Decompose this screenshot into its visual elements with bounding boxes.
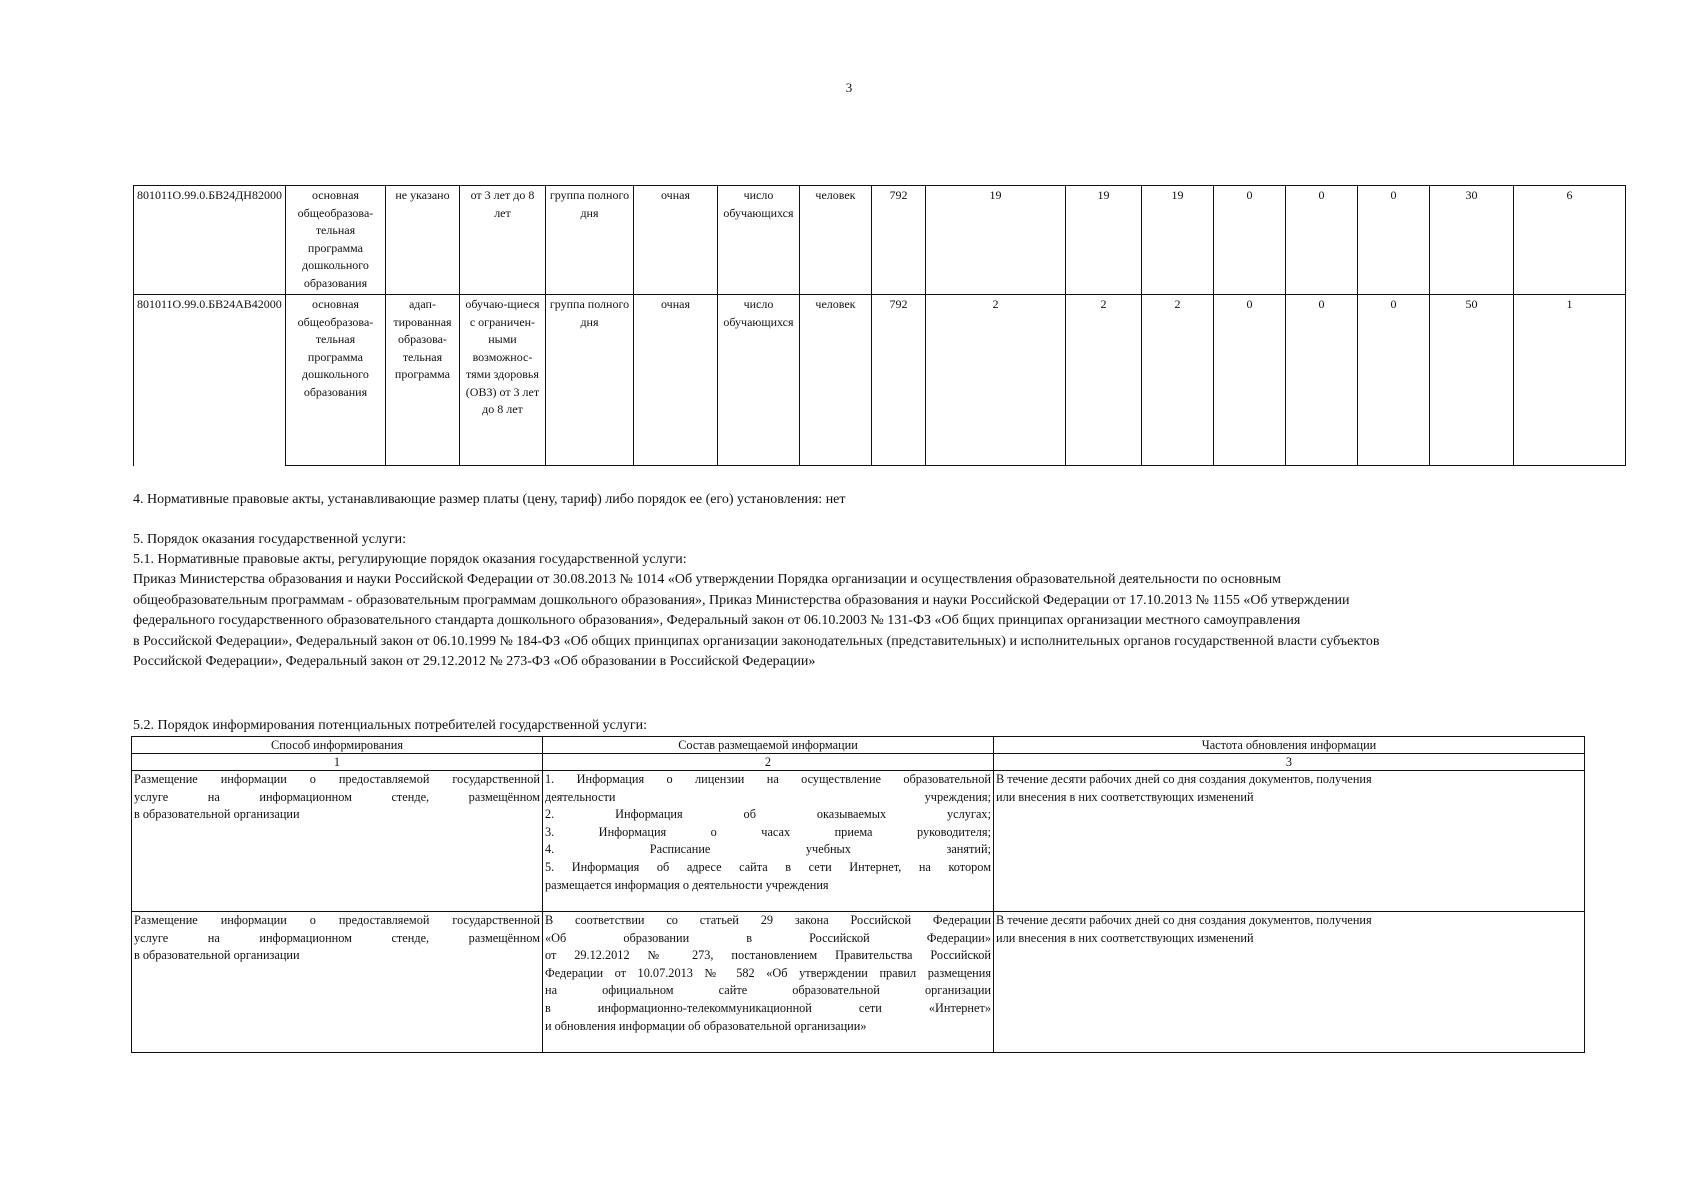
cell-line: Размещение информации о предоставляемой государственной	[134, 913, 540, 927]
column-header: Частота обновления информации	[994, 737, 1585, 754]
cell-line: и обновления информации об образовательной организации»	[545, 1018, 867, 1033]
section-4-text: 4. Нормативные правовые акты, устанавливающие размер платы (цену, тариф) либо порядок ее (его) установления: нет	[133, 492, 846, 507]
value-cell: 50	[1429, 295, 1513, 466]
cell-line: на официальном сайте образовательной организации	[545, 983, 991, 998]
service-row	[134, 186, 1626, 295]
registry-code: 801011О.99.0.БВ24АВ42000	[134, 295, 286, 466]
legal-text-line: Приказ Министерства образования и науки Российской Федерации от 30.08.2013 № 1014 «Об утверждении Порядка организации и осуществления образовательной деятельности по основным	[133, 572, 1282, 587]
value-cell: 0	[1357, 186, 1429, 295]
value-cell: 30	[1429, 186, 1513, 295]
category-cell: адап-тированная образова-тельная программа	[385, 295, 459, 466]
info-row	[132, 912, 1585, 1053]
column-number: 2	[543, 754, 994, 771]
okei-cell: 792	[871, 295, 925, 466]
unit-cell: человек	[799, 186, 871, 295]
legal-text-line: федерального государственного образовательного стандарта дошкольного образования», Федеральный закон от 06.10.2003 № 131-ФЗ «Об бщих принципах организации местного самоуправления	[133, 613, 1301, 628]
stay-cell: группа полного дня	[545, 186, 633, 295]
content-cell	[543, 912, 994, 1053]
cell-line: услуге на информационном стенде, размещённом	[134, 789, 540, 804]
legal-text-line: общеобразовательным программам - образовательным программам дошкольного образования», Приказ Министерства образования и науки Российской Федерации от 17.10.2013 № 1155 «Об утверждении	[133, 592, 1350, 608]
category-cell: не указано	[385, 186, 459, 295]
cell-line: В течение десяти рабочих дней со дня создания документов, получения	[996, 913, 1372, 927]
value-cell: 2	[925, 295, 1065, 466]
column-number: 1	[132, 754, 543, 771]
cell-line: 2. Информация об оказываемых услугах;	[545, 807, 991, 822]
cell-line: В соответствии со статьей 29 закона Российской Федерации	[545, 913, 991, 927]
registry-code: 801011О.99.0.БВ24ДН82000	[134, 186, 286, 295]
cell-line: или внесения в них соответствующих изменений	[996, 930, 1254, 945]
form-cell: очная	[633, 186, 717, 295]
value-cell: 2	[1065, 295, 1141, 466]
legal-text-line: Российской Федерации», Федеральный закон от 29.12.2012 № 273-ФЗ «Об образовании в Российской Федерации»	[133, 654, 816, 669]
cell-line: 4. Расписание учебных занятий;	[545, 842, 991, 857]
age-cell: от 3 лет до 8 лет	[459, 186, 545, 295]
content-cell	[543, 771, 994, 912]
value-cell: 2	[1141, 295, 1213, 466]
value-cell: 19	[1065, 186, 1141, 295]
value-cell: 0	[1213, 295, 1285, 466]
cell-line: 3. Информация о часах приема руководителя;	[545, 824, 991, 839]
cell-line: от 29.12.2012 № 273, постановлением Правительства Российской	[545, 948, 991, 963]
section-5-2-title: 5.2. Порядок информирования потенциальных потребителей государственной услуги:	[133, 718, 648, 733]
cell-line: в образовательной организации	[134, 948, 300, 963]
cell-line: или внесения в них соответствующих изменений	[996, 789, 1254, 804]
page-number: 3	[845, 80, 853, 95]
value-cell: 0	[1213, 186, 1285, 295]
indicator-cell: число обучающихся	[717, 186, 799, 295]
cell-line: В течение десяти рабочих дней со дня создания документов, получения	[996, 772, 1372, 786]
frequency-cell	[994, 912, 1585, 1053]
column-header: Состав размещаемой информации	[543, 737, 994, 754]
cell-line: «Об образовании в Российской Федерации»	[545, 930, 991, 945]
value-cell: 0	[1357, 295, 1429, 466]
cell-line: 1. Информация о лицензии на осуществление образовательной	[545, 772, 991, 786]
cell-line: деятельности учреждения;	[545, 789, 991, 804]
program-cell: основная общеобразова-тельная программа дошкольного образования	[285, 295, 385, 466]
service-volume-table	[133, 185, 1626, 466]
program-cell: основная общеобразова-тельная программа дошкольного образования	[285, 186, 385, 295]
frequency-cell	[994, 771, 1585, 912]
value-cell: 6	[1513, 186, 1625, 295]
legal-text-line: в Российской Федерации», Федеральный закон от 06.10.1999 № 184-ФЗ «Об общих принципах организации законодательных (представительных) и исполнительных органов государственной власти субъектов	[133, 633, 1380, 649]
info-row	[132, 771, 1585, 912]
stay-cell: группа полного дня	[545, 295, 633, 466]
value-cell: 19	[1141, 186, 1213, 295]
cell-line: услуге на информационном стенде, размещённом	[134, 930, 540, 945]
value-cell: 19	[925, 186, 1065, 295]
unit-cell: человек	[799, 295, 871, 466]
column-header: Способ информирования	[132, 737, 543, 754]
age-cell: обучаю-щиеся с ограничен-ными возможнос-тями здоровья (ОВЗ) от 3 лет до 8 лет	[459, 295, 545, 466]
column-number: 3	[994, 754, 1585, 771]
section-5-1-body	[133, 570, 1573, 673]
service-row	[134, 295, 1626, 466]
cell-line: в образовательной организации	[134, 807, 300, 822]
cell-line: в информационно-телекоммуникационной сети «Интернет»	[545, 1000, 991, 1015]
okei-cell: 792	[871, 186, 925, 295]
method-cell	[132, 912, 543, 1053]
value-cell: 1	[1513, 295, 1625, 466]
value-cell: 0	[1285, 186, 1357, 295]
cell-line: Федерации от 10.07.2013 № 582 «Об утверждении правил размещения	[545, 965, 991, 980]
section-5-1-title: 5.1. Нормативные правовые акты, регулирующие порядок оказания государственной услуги:	[133, 552, 687, 567]
cell-line: Размещение информации о предоставляемой государственной	[134, 772, 540, 786]
value-cell: 0	[1285, 295, 1357, 466]
section-5-title: 5. Порядок оказания государственной услуги:	[133, 532, 407, 547]
info-table	[131, 736, 1585, 1053]
cell-line: размещается информация о деятельности учреждения	[545, 877, 829, 892]
cell-line: 5. Информация об адресе сайта в сети Интернет, на котором	[545, 859, 991, 874]
form-cell: очная	[633, 295, 717, 466]
method-cell	[132, 771, 543, 912]
indicator-cell: число обучающихся	[717, 295, 799, 466]
